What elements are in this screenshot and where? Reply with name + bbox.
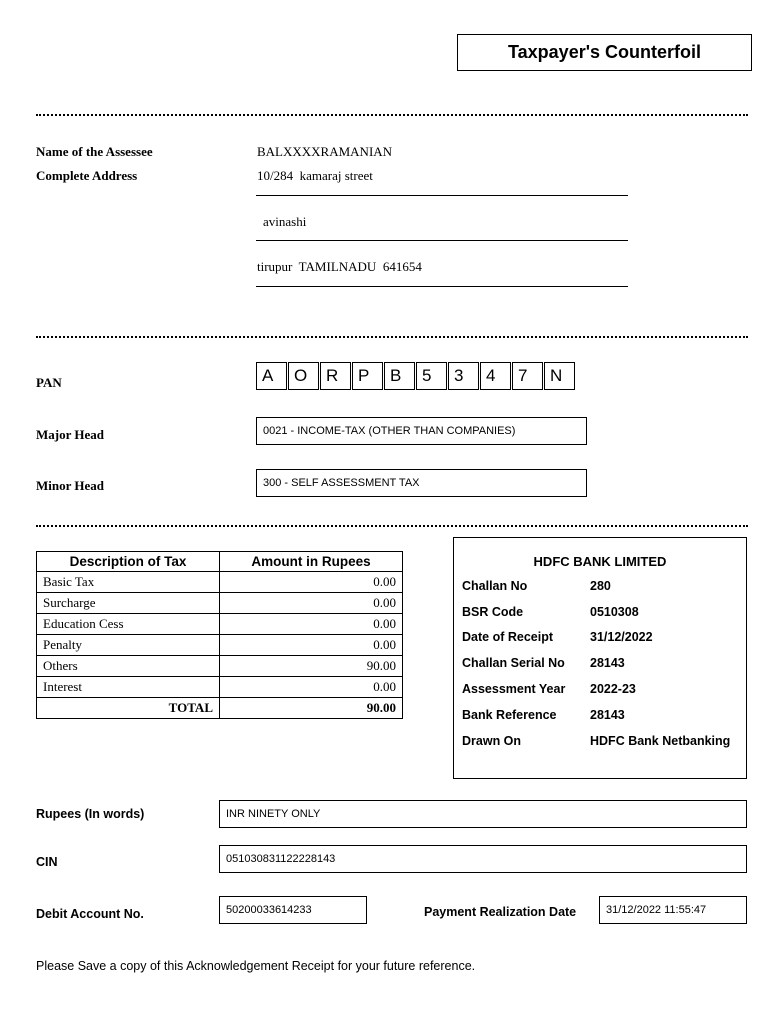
cin-label: CIN — [36, 855, 58, 869]
assessment-year-label: Assessment Year — [462, 682, 566, 696]
tax-table — [36, 551, 403, 719]
table-header-row — [37, 552, 403, 572]
challan-no-label: Challan No — [462, 579, 528, 593]
pan-char: 7 — [512, 362, 543, 390]
pan-char: R — [320, 362, 351, 390]
bank-name: HDFC BANK LIMITED — [533, 554, 667, 569]
bsr-code-value: 0510308 — [590, 605, 639, 619]
dotted-divider — [36, 114, 748, 116]
total-label: TOTAL — [37, 698, 220, 719]
total-amount: 90.00 — [220, 698, 403, 719]
table-row — [37, 656, 403, 677]
tax-amount: 0.00 — [220, 593, 403, 614]
date-of-receipt-value: 31/12/2022 — [590, 630, 653, 644]
debit-account-field: 50200033614233 — [219, 896, 367, 924]
challan-serial-value: 28143 — [590, 656, 625, 670]
dotted-divider — [36, 336, 748, 338]
description-header: Description of Tax — [37, 552, 220, 572]
tax-description: Penalty — [37, 635, 220, 656]
address-line-2: avinashi — [263, 214, 307, 229]
tax-description: Basic Tax — [37, 572, 220, 593]
tax-description: Education Cess — [37, 614, 220, 635]
bsr-code-label: BSR Code — [462, 605, 524, 619]
drawn-on-label: Drawn On — [462, 734, 522, 748]
footer-note: Please Save a copy of this Acknowledgement Receipt for your future reference. — [36, 959, 476, 973]
pan-char: O — [288, 362, 319, 390]
pan-char: 4 — [480, 362, 511, 390]
drawn-on-value: HDFC Bank Netbanking — [590, 734, 731, 748]
pan-char: B — [384, 362, 415, 390]
cin-field: 051030831122228143 — [219, 845, 747, 873]
bank-details-box — [453, 537, 747, 779]
table-row — [37, 614, 403, 635]
major-head-field: 0021 - INCOME-TAX (OTHER THAN COMPANIES) — [256, 417, 587, 445]
tax-description: Others — [37, 656, 220, 677]
major-head-label: Major Head — [36, 427, 104, 442]
tax-amount: 0.00 — [220, 572, 403, 593]
payment-realization-field: 31/12/2022 11:55:47 — [599, 896, 747, 924]
challan-serial-label: Challan Serial No — [462, 656, 565, 670]
table-row — [37, 677, 403, 698]
pan-boxes — [256, 362, 576, 392]
pan-char: 3 — [448, 362, 479, 390]
address-line-1: 10/284 kamaraj street — [257, 168, 373, 183]
pan-char: N — [544, 362, 575, 390]
tax-amount: 0.00 — [220, 614, 403, 635]
table-row — [37, 593, 403, 614]
date-of-receipt-label: Date of Receipt — [462, 630, 553, 644]
total-row — [37, 698, 403, 719]
counterfoil-title: Taxpayer's Counterfoil — [457, 34, 752, 71]
rupees-words-field: INR NINETY ONLY — [219, 800, 747, 828]
assessee-name-value: BALXXXXRAMANIAN — [257, 144, 393, 159]
address-line-3: tirupur TAMILNADU 641654 — [257, 259, 422, 274]
assessee-name-label: Name of the Assessee — [36, 144, 153, 159]
payment-realization-label: Payment Realization Date — [424, 905, 577, 919]
tax-description: Surcharge — [37, 593, 220, 614]
bank-reference-value: 28143 — [590, 708, 625, 722]
tax-amount: 0.00 — [220, 635, 403, 656]
assessment-year-value: 2022-23 — [590, 682, 636, 696]
pan-label: PAN — [36, 375, 62, 390]
dotted-divider — [36, 525, 748, 527]
debit-account-label: Debit Account No. — [36, 907, 144, 921]
minor-head-label: Minor Head — [36, 478, 105, 493]
address-underline — [256, 286, 628, 287]
table-row — [37, 635, 403, 656]
address-underline — [256, 195, 628, 196]
tax-amount: 0.00 — [220, 677, 403, 698]
bank-reference-label: Bank Reference — [462, 708, 557, 722]
pan-char: P — [352, 362, 383, 390]
address-label: Complete Address — [36, 168, 138, 183]
address-underline — [256, 240, 628, 241]
minor-head-field: 300 - SELF ASSESSMENT TAX — [256, 469, 587, 497]
tax-amount: 90.00 — [220, 656, 403, 677]
pan-char: A — [256, 362, 287, 390]
table-row — [37, 572, 403, 593]
challan-no-value: 280 — [590, 579, 611, 593]
amount-header: Amount in Rupees — [220, 552, 403, 572]
pan-char: 5 — [416, 362, 447, 390]
rupees-words-label: Rupees (In words) — [36, 807, 145, 821]
tax-description: Interest — [37, 677, 220, 698]
